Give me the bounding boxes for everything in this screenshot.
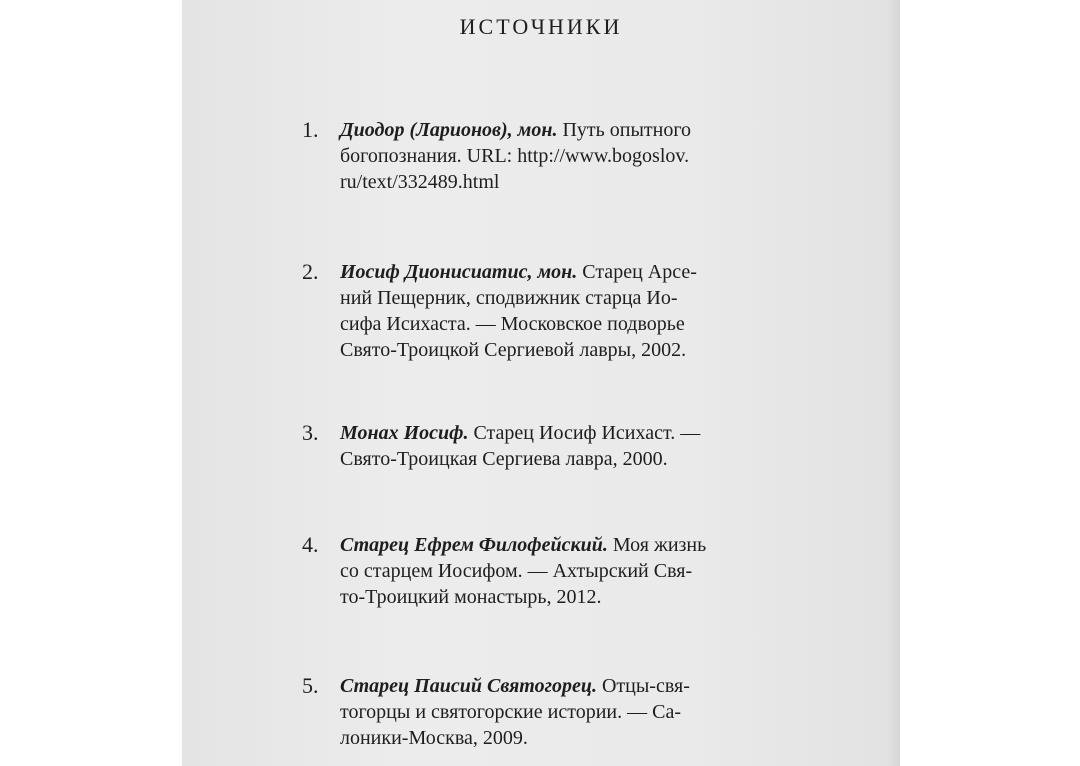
source-author: Монах Иосиф. [340,422,469,444]
source-line: Свято-Троицкой Сергиевой лавры, 2002. [340,339,687,361]
source-text [340,673,732,751]
source-line: тогорцы и святогорские истории. — Са- [340,701,681,723]
source-line: Старец Иосиф Исихаст. — [473,422,701,444]
source-line: лоники-Москва, 2009. [340,727,528,749]
source-author: Диодор (Ларионов), мон. [340,119,558,141]
source-number: 4. [302,532,319,557]
source-number: 1. [302,117,319,142]
source-number: 5. [302,673,319,698]
source-text [340,259,732,363]
source-number: 3. [302,420,319,445]
source-line: Старец Арсе- [582,261,697,283]
source-line: Путь опытного [562,119,692,141]
source-text [340,532,732,610]
source-author: Иосиф Дионисиатис, мон. [340,261,578,283]
source-line: ний Пещерник, сподвижник старца Ио- [340,287,678,309]
source-line: сифа Исихаста. — Московское подворье [340,313,685,335]
source-line: Моя жизнь [612,534,707,556]
source-line: богопознания. URL: http://www.bogoslov. [340,145,690,167]
source-line: Свято-Троицкая Сергиева лавра, 2000. [340,448,668,470]
book-page [182,0,900,766]
source-entry-3 [302,420,732,472]
source-line: то-Троицкий монастырь, 2012. [340,586,602,608]
source-entry-4 [302,532,732,610]
source-text [340,117,732,195]
source-line: ru/text/332489.html [340,171,500,193]
source-entry-1 [302,117,732,195]
page-heading: ИСТОЧНИКИ [459,14,623,39]
source-line: Отцы-свя- [601,675,690,697]
source-number: 2. [302,259,319,284]
source-author: Старец Ефрем Филофейский. [340,534,608,556]
source-author: Старец Паисий Святогорец. [340,675,597,697]
source-text [340,420,732,472]
source-line: со старцем Иосифом. — Ахтырский Свя- [340,560,693,582]
source-entry-2 [302,259,732,363]
source-entry-5 [302,673,732,751]
